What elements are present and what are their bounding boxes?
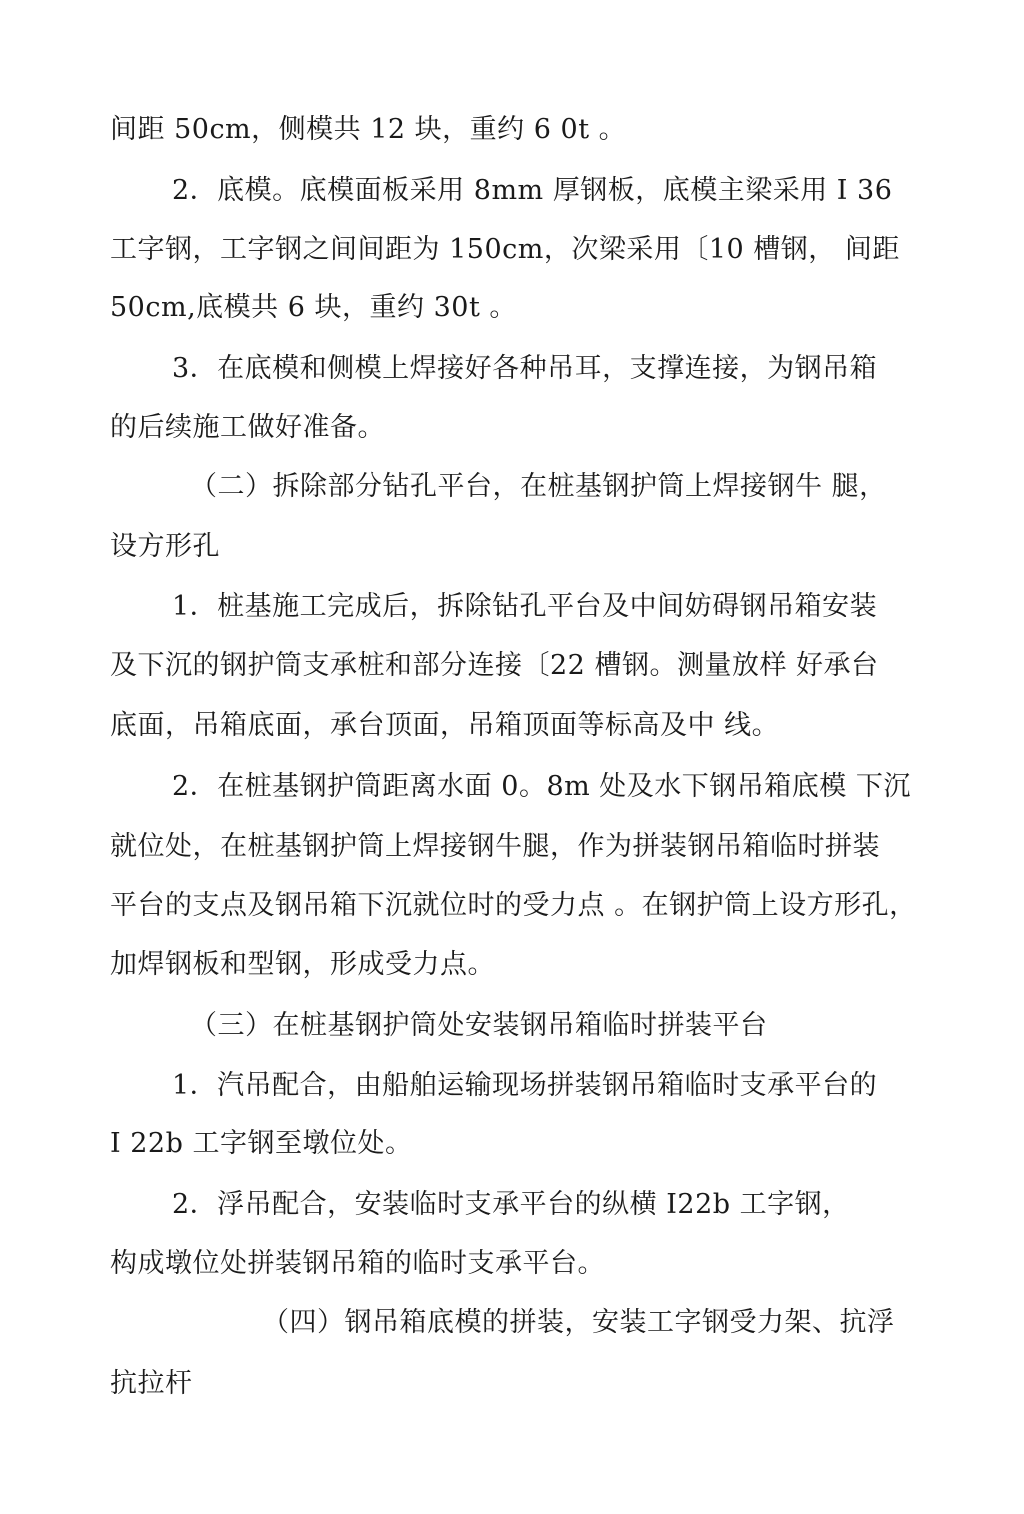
text-line: 加焊钢板和型钢，形成受力点。 (110, 949, 495, 980)
text-line: 间距 50cm，侧模共 12 块，重约 6 0t 。 (110, 114, 627, 145)
text-line: 1．桩基施工完成后，拆除钻孔平台及中间妨碍钢吊箱安装 (172, 591, 878, 622)
text-line: 1．汽吊配合，由船舶运输现场拼装钢吊箱临时支承平台的 (172, 1070, 878, 1101)
text-line: 2．在桩基钢护筒距离水面 0。8m 处及水下钢吊箱底模 下沉 (172, 771, 911, 802)
section-heading: （四）钢吊箱底模的拼装，安装工字钢受力架、抗浮 (262, 1307, 895, 1338)
text-line: 工字钢，工字钢之间间距为 150cm，次梁采用〔10 槽钢， 间距 (110, 234, 900, 265)
text-line: 3．在底模和侧模上焊接好各种吊耳，支撑连接，为钢吊箱 (172, 353, 878, 384)
text-line: 就位处，在桩基钢护筒上焊接钢牛腿，作为拼装钢吊箱临时拼装 (110, 831, 880, 862)
text-line: 平台的支点及钢吊箱下沉就位时的受力点 。在钢护筒上设方形孔， (110, 890, 917, 921)
section-heading: （三）在桩基钢护筒处安装钢吊箱临时拼装平台 (190, 1010, 768, 1041)
text-line: 抗拉杆 (110, 1368, 193, 1399)
text-line: 2．底模。底模面板采用 8mm 厚钢板，底模主梁采用 I 36 (172, 175, 893, 206)
text-line: 及下沉的钢护筒支承桩和部分连接〔22 槽钢。测量放样 好承台 (110, 650, 879, 681)
text-line: 50cm,底模共 6 块，重约 30t 。 (110, 292, 517, 323)
text-line: 的后续施工做好准备。 (110, 412, 385, 443)
text-line: 2．浮吊配合，安装临时支承平台的纵横 I22b 工字钢， (172, 1189, 850, 1220)
text-line: I 22b 工字钢至墩位处。 (110, 1128, 413, 1159)
text-line: 构成墩位处拼装钢吊箱的临时支承平台。 (110, 1248, 605, 1279)
text-line: 底面，吊箱底面，承台顶面，吊箱顶面等标高及中 线。 (110, 710, 780, 741)
section-heading: （二）拆除部分钻孔平台，在桩基钢护筒上焊接钢牛 腿， (190, 471, 887, 502)
text-line: 设方形孔 (110, 531, 220, 562)
